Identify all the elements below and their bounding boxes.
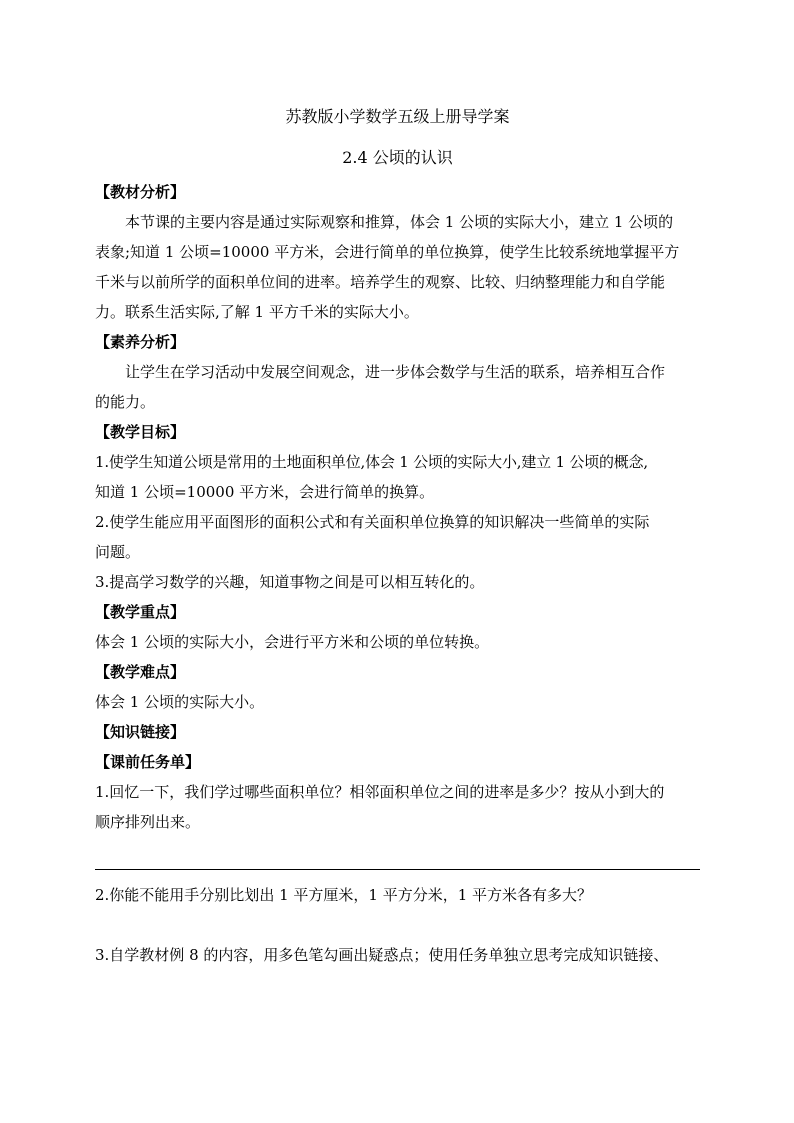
task-q1-line-2: 顺序排列出来。 (95, 813, 201, 831)
analysis-line-2: 表象;知道 1 公顷=10000 平方米，会进行简单的单位换算，使学生比较系统地掌握平方 (95, 243, 680, 261)
analysis-line-3: 千米与以前所学的面积单位间的进率。培养学生的观察、比较、归纳整理能力和自学能 (95, 273, 666, 291)
difficult-line-1: 体会 1 公顷的实际大小。 (95, 693, 265, 711)
section-heading-analysis: 【教材分析】 (95, 183, 186, 201)
section-heading-difficult: 【教学难点】 (95, 663, 186, 681)
key-line-1: 体会 1 公顷的实际大小，会进行平方米和公顷的单位转换。 (95, 633, 490, 651)
goals-line-3: 2.使学生能应用平面图形的面积公式和有关面积单位换算的知识解决一些简单的实际 (95, 513, 650, 531)
task-q1-line-1: 1.回忆一下，我们学过哪些面积单位？相邻面积单位之间的进率是多少？按从小到大的 (95, 783, 665, 801)
analysis-line-4: 力。联系生活实际,了解 1 平方千米的实际大小。 (95, 303, 419, 321)
section-heading-links: 【知识链接】 (95, 723, 186, 741)
section-heading-tasks: 【课前任务单】 (95, 753, 201, 771)
goals-line-5: 3.提高学习数学的兴趣，知道事物之间是可以相互转化的。 (95, 573, 485, 591)
analysis-line-1: 本节课的主要内容是通过实际观察和推算，体会 1 公顷的实际大小，建立 1 公顷的 (125, 213, 674, 231)
literacy-line-2: 的能力。 (95, 393, 156, 411)
section-heading-literacy: 【素养分析】 (95, 333, 186, 351)
section-heading-key: 【教学重点】 (95, 603, 186, 621)
task-q3: 3.自学教材例 8 的内容，用多色笔勾画出疑惑点；使用任务单独立思考完成知识链接、 (95, 946, 669, 964)
spacer (95, 910, 700, 940)
literacy-line-1: 让学生在学习活动中发展空间观念，进一步体会数学与生活的联系，培养相互合作 (125, 363, 666, 381)
lesson-subtitle: 2.4 公顷的认识 (342, 148, 453, 167)
section-heading-goals: 【教学目标】 (95, 423, 186, 441)
document-title: 苏教版小学数学五级上册导学案 (285, 107, 510, 126)
document-body (95, 98, 700, 970)
task-q2: 2.你能不能用手分别比划出 1 平方厘米，1 平方分米，1 平方米各有多大？ (95, 886, 593, 904)
goals-line-4: 问题。 (95, 543, 141, 561)
goals-line-1: 1.使学生知道公顷是常用的土地面积单位,体会 1 公顷的实际大小,建立 1 公顷的概念, (95, 453, 648, 471)
goals-line-2: 知道 1 公顷=10000 平方米，会进行简单的换算。 (95, 483, 435, 501)
answer-line (95, 869, 700, 870)
